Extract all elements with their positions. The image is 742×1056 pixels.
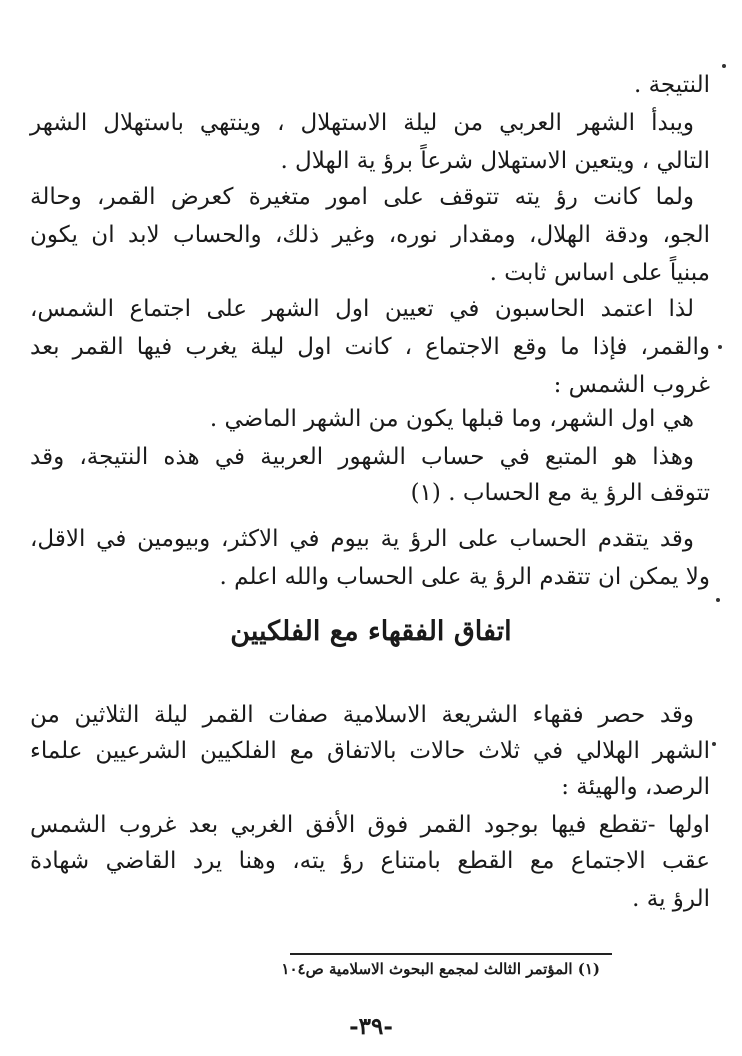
body-line: تتوقف الرؤ ية مع الحساب . (١)	[410, 480, 710, 506]
body-line: ولما كانت رؤ يته تتوقف على امور متغيرة كعرض القمر، وحالة	[30, 184, 694, 210]
body-line: النتيجة .	[633, 72, 710, 98]
section-line: اولها -تقطع فيها بوجود القمر فوق الأفق الغربي بعد غروب الشمس	[30, 812, 710, 838]
body-line: ويبدأ الشهر العربي من ليلة الاستهلال ، وينتهي باستهلال الشهر	[30, 110, 694, 136]
scan-speck	[712, 742, 716, 746]
section-line: الرؤ ية .	[632, 886, 710, 912]
body-line: وقد يتقدم الحساب على الرؤ ية بيوم في الاكثر، وبيومين في الاقل،	[30, 526, 694, 552]
body-line: لذا اعتمد الحاسبون في تعيين اول الشهر على اجتماع الشمس،	[30, 296, 694, 322]
scan-speck	[718, 345, 722, 349]
section-heading: اتفاق الفقهاء مع الفلكيين	[230, 616, 512, 647]
scan-speck	[716, 598, 720, 602]
body-line: ولا يمكن ان تتقدم الرؤ ية على الحساب والله اعلم .	[219, 564, 710, 590]
body-line: هي اول الشهر، وما قبلها يكون من الشهر الماضي .	[209, 406, 694, 432]
footnote-separator	[290, 953, 612, 955]
page-number: -٣٩-	[349, 1013, 393, 1040]
body-line: مبنياً على اساس ثابت .	[489, 260, 710, 286]
body-line: غروب الشمس :	[553, 372, 710, 398]
body-line: الجو، ودقة الهلال، ومقدار نوره، وغير ذلك، والحساب لابد ان يكون	[30, 222, 710, 248]
section-line: عقب الاجتماع مع القطع بامتناع رؤ يته، وهنا يرد القاضي شهادة	[30, 848, 710, 874]
section-line: الشهر الهلالي في ثلاث حالات بالاتفاق مع الفلكيين الشرعيين علماء	[30, 738, 710, 764]
body-line: وهذا هو المتبع في حساب الشهور العربية في هذه النتيجة، وقد	[30, 444, 694, 470]
scan-speck	[722, 64, 726, 68]
section-line: الرصد، والهيئة :	[561, 774, 710, 800]
footnote: (١) المؤتمر الثالث لمجمع البحوث الاسلامية ص١٠٤	[281, 960, 600, 978]
body-line: التالي ، ويتعين الاستهلال شرعاً برؤ ية الهلال .	[280, 148, 710, 174]
body-line: والقمر، فإذا ما وقع الاجتماع ، كانت اول ليلة يغرب فيها القمر بعد	[30, 334, 710, 360]
section-line: وقد حصر فقهاء الشريعة الاسلامية صفات القمر ليلة الثلاثين من	[30, 702, 694, 728]
